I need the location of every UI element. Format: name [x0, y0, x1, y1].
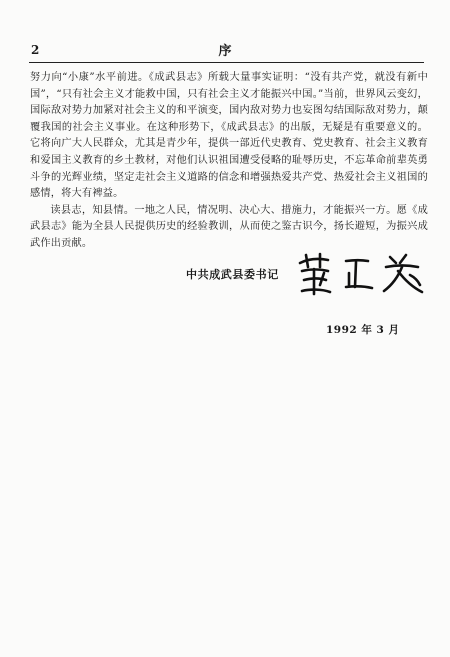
paragraph: 努力向“小康”水平前进。《成武县志》所载大量事实证明：“没有共产党，就没有新中国”，“只有社会主义才能救中国，只有社会主义才能振兴中国。”当前，世界风云变幻，国际敌对势力加紧对社会主义的和平演变，国内敌对势力也妄图勾结国际敌对势力，颠覆我国的社会主义事业。在这种形势下，《成武县志》的出版，无疑是有重要意义的。它将向广大人民群众，尤其是青少年，提供一部近代史教育、党史教育、社会主义教育和爱国主义教育的乡土教材，对他们认识祖国遭受侵略的耻辱历史，不忘革命前辈英勇斗争的光辉业绩，坚定走社会主义道路的信念和增强热爱共产党、热爱社会主义祖国的感情，将大有裨益。	[30, 72, 428, 200]
handwritten-signature	[294, 249, 434, 299]
page-number: 2	[31, 43, 40, 57]
signature-block	[186, 255, 426, 305]
paragraph: 读县志，知县情。一地之人民，情况明、决心大、措施力，才能振兴一方。愿《成武县志》能为全县人民提供历史的经验教训，从而使之鉴古识今，扬长避短，为振兴成武作出贡献。	[30, 204, 428, 249]
signer-title: 中共成武县委书记	[186, 268, 279, 281]
header-rule	[29, 62, 424, 63]
date: 1992 年 3 月	[326, 324, 400, 336]
body-text	[30, 70, 428, 253]
running-head: 序	[218, 44, 232, 59]
